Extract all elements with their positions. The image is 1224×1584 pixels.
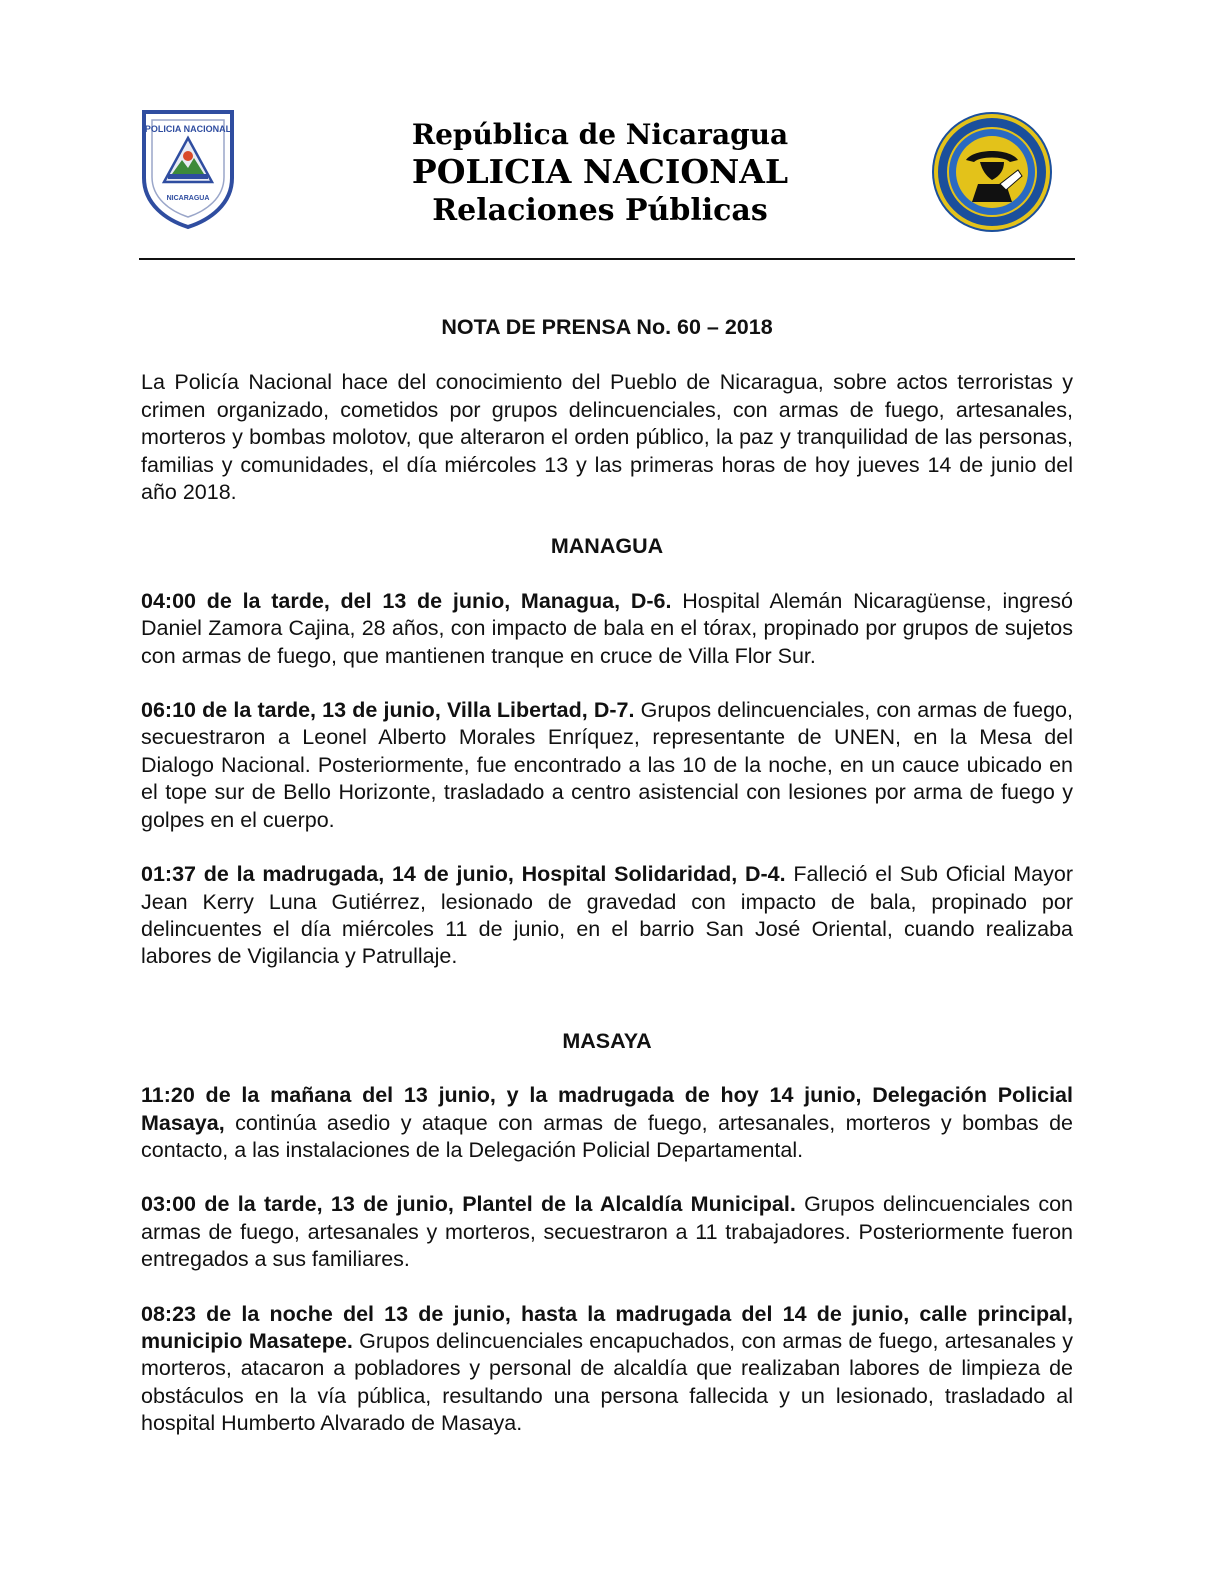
report-item xyxy=(141,588,1073,670)
sandinista-seal-icon xyxy=(930,110,1054,234)
report-item-body: Grupos delincuenciales encapuchados, con armas de fuego, artesanales y morteros, atacaron a pobladores y personal de alcaldía que realizaban labores de limpieza de obstáculos en la vía pública, resultando una persona fallecida y un lesionado, trasladado al hospital Humberto Alvarado de Masaya. xyxy=(141,1328,1074,1436)
report-item-body: Falleció el Sub Oficial Mayor Jean Kerry Luna Gutiérrez, lesionado de gravedad con impacto de bala, propinado por delincuentes el día miércoles 11 de junio, en el barrio San José Oriental, cuando realizaba labores de Vigilancia y Patrullaje. xyxy=(141,862,1074,969)
letterhead-country: República de Nicaragua xyxy=(411,118,789,151)
report-item-lead: 11:20 de la mañana del 13 junio, y la madrugada de hoy 14 junio, Delegación Policial Masaya, xyxy=(141,1083,1073,1135)
report-item-lead: 06:10 de la tarde, 13 de junio, Villa Libertad, D-7. xyxy=(141,698,635,723)
policia-nacional-shield-icon xyxy=(138,108,238,230)
report-item-body: Grupos delincuenciales, con armas de fuego, secuestraron a Leonel Alberto Morales Enríquez, representante de UNEN, en la Mesa del Dialogo Nacional. Posteriormente, fue encontrado a las 10 de la noche, en un cauce ubicado en el tope sur de Bello Horizonte, trasladado a centro asistencial con lesiones por arma de fuego y golpes en el cuerpo. xyxy=(141,698,1073,832)
report-item xyxy=(141,1191,1073,1273)
report-item-body: continúa asedio y ataque con armas de fuego, artesanales, morteros y bombas de contacto, a las instalaciones de la Delegación Policial Departamental. xyxy=(141,1110,1073,1162)
section-spacer xyxy=(141,998,1073,1028)
letterhead-organization: POLICIA NACIONAL xyxy=(411,152,789,191)
report-item-lead: 01:37 de la madrugada, 14 de junio, Hospital Solidaridad, D-4. xyxy=(141,862,786,887)
header-divider xyxy=(139,258,1075,260)
section-heading-masaya: MASAYA xyxy=(562,1028,652,1053)
letterhead-department: Relaciones Públicas xyxy=(432,193,768,228)
report-item-body: Grupos delincuenciales con armas de fuego, artesanales y morteros, secuestraron a 11 trabajadores. Posteriormente fueron entregados a sus familiares. xyxy=(141,1192,1074,1272)
report-item xyxy=(141,861,1073,971)
shield-text-bottom: NICARAGUA xyxy=(166,195,210,202)
report-item-lead: 08:23 de la noche del 13 de junio, hasta la madrugada del 14 de junio, calle principal, municipio Masatepe. xyxy=(141,1301,1073,1353)
press-release-body xyxy=(141,314,1073,1465)
report-item xyxy=(141,1082,1073,1164)
intro-paragraph: La Policía Nacional hace del conocimiento del Pueblo de Nicaragua, sobre actos terroristas y crimen organizado, cometidos por grupos delincuenciales, con armas de fuego, artesanales, morteros y bombas molotov, que alteraron el orden público, la paz y tranquilidad de las personas, familias y comunidades, el día miércoles 13 y las primeras horas de hoy jueves 14 de junio del año 2018. xyxy=(141,370,1073,505)
section-heading-managua: MANAGUA xyxy=(550,534,664,559)
report-item xyxy=(141,1301,1073,1438)
letterhead xyxy=(300,118,900,230)
report-item-lead: 03:00 de la tarde, 13 de junio, Plantel de la Alcaldía Municipal. xyxy=(141,1192,796,1217)
press-release-title: NOTA DE PRENSA No. 60 – 2018 xyxy=(441,315,773,339)
report-item-body: Hospital Alemán Nicaragüense, ingresó Daniel Zamora Cajina, 28 años, con impacto de bala en el tórax, propinado por grupos de sujetos con armas de fuego, que mantienen tranque en cruce de Villa Flor Sur. xyxy=(141,588,1073,668)
report-item-lead: 04:00 de la tarde, del 13 de junio, Managua, D-6. xyxy=(141,588,672,613)
shield-text-top: POLICIA NACIONAL xyxy=(144,124,232,134)
report-item xyxy=(141,697,1073,834)
